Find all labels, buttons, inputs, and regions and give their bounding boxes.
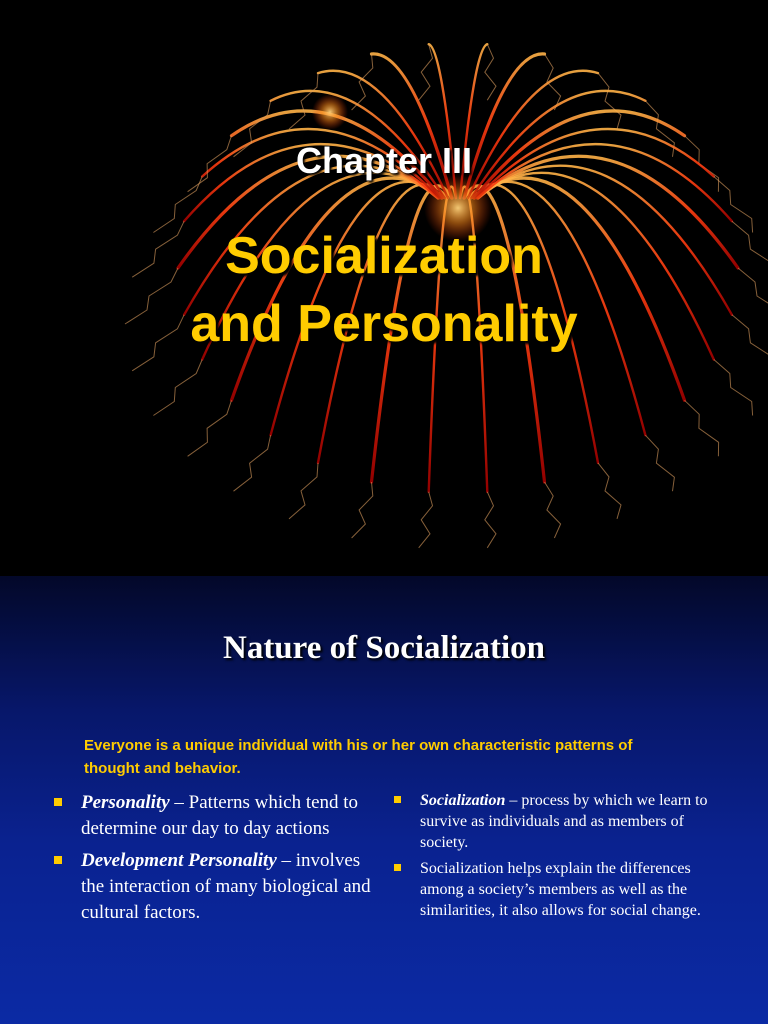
content-slide-title: Nature of Socialization	[222, 630, 546, 666]
content-slide	[0, 576, 768, 1024]
sphere-strand-tail	[685, 400, 719, 456]
sphere-strand-tail	[545, 482, 561, 538]
definition: – process by which we learn to survive as individuals and as members of society.	[420, 792, 708, 851]
sphere-strand-tail	[485, 492, 496, 548]
list-item	[52, 790, 382, 842]
sphere-strand-tail	[352, 482, 373, 538]
sphere-strand-tail	[289, 463, 318, 519]
chapter-label: Chapter III	[295, 140, 473, 181]
slide-title-line1: Socialization	[225, 227, 543, 285]
intro-text: Everyone is a unique individual with his or her own characteristic patterns of thought and behavior.	[84, 737, 633, 777]
sphere-strand-tail	[419, 44, 433, 100]
sphere-glow-top	[312, 94, 348, 130]
sphere-strand-tail	[645, 435, 674, 491]
sphere-strand-tail	[153, 360, 202, 416]
list-item	[392, 858, 722, 921]
sphere-strand-tail	[419, 492, 433, 548]
term: Socialization	[420, 792, 506, 809]
slide-title-line2: and Personality	[190, 295, 578, 353]
list-item	[392, 790, 722, 853]
sphere-strand-tail	[598, 463, 621, 519]
bullet-square-icon	[394, 864, 401, 871]
sphere-strand-tail	[188, 400, 232, 456]
term: Development Personality	[81, 850, 277, 871]
term: Personality	[81, 792, 170, 813]
sphere-strand-tail	[289, 73, 318, 129]
right-bullet-list	[392, 790, 722, 926]
left-bullet-list	[52, 790, 382, 932]
bullet-square-icon	[54, 856, 62, 864]
sphere-strand-tail	[352, 54, 373, 110]
definition: – involves the interaction of many biological and cultural factors.	[81, 850, 371, 923]
sphere-strand-tail	[714, 360, 753, 416]
sphere-strand-tail	[485, 44, 496, 100]
sphere-strand-tail	[234, 435, 271, 491]
bullet-square-icon	[394, 796, 401, 803]
sphere-strand-tail	[598, 73, 621, 129]
slide-title	[0, 222, 768, 358]
definition: Socialization helps explain the differences among a society’s members as well as the similarities, it also allows for social change.	[420, 860, 701, 919]
list-item	[52, 848, 382, 926]
bullet-square-icon	[54, 798, 62, 806]
sphere-strand-tail	[545, 54, 561, 110]
definition: – Patterns which tend to determine our day to day actions	[81, 792, 359, 839]
